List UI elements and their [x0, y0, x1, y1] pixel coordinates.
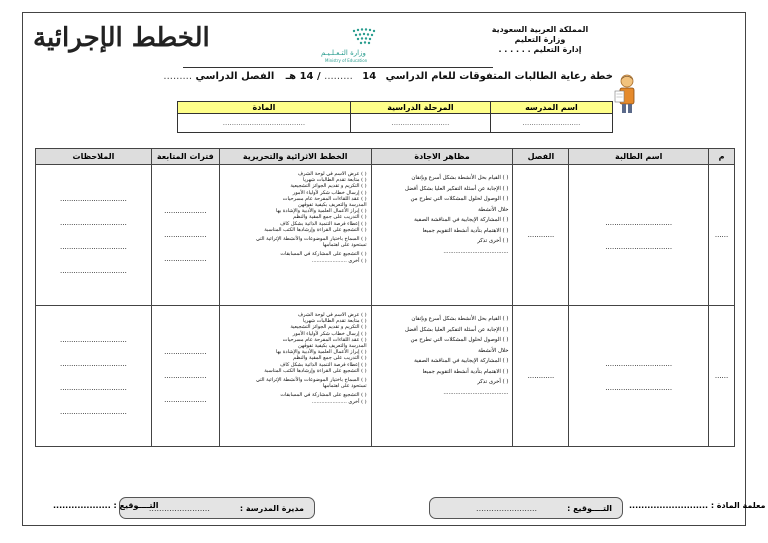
- year-to: / 14 هـ: [285, 71, 321, 82]
- list-item[interactable]: ( ) التشجيع على المشاركة في المسابقات: [280, 392, 367, 399]
- student-name-cell[interactable]: [569, 306, 709, 447]
- plans-list: [220, 306, 371, 411]
- list-item[interactable]: ( ) التدريب على جمع المقية والنظم: [293, 214, 367, 221]
- list-item[interactable]: ( ) إعطاء فرصة التنمية الذاتية بشكل كاف: [280, 220, 367, 227]
- excellence-list: [372, 306, 513, 404]
- ministry-name: وزارة التعليم: [514, 35, 566, 44]
- list-item: خلال الأنشطة: [478, 347, 509, 354]
- name-dots: ..............................: [605, 219, 673, 227]
- table-row: [36, 306, 735, 447]
- list-item[interactable]: ( ) التشجيع على القراءة وإرشادها الكتب المناسبة: [264, 226, 367, 233]
- plans-cell: [219, 165, 371, 306]
- period-dots: ...................: [164, 348, 207, 356]
- student-name-cell[interactable]: [569, 165, 709, 306]
- notes-dots: ..............................: [60, 267, 127, 275]
- header-divider: [183, 67, 493, 68]
- notes-dots: ..............................: [60, 195, 127, 203]
- principal-sign-label: التــــوقيع :: [113, 501, 159, 510]
- list-item[interactable]: ( ) إعطاء فرصة التنمية الذاتية بشكل كاف: [280, 361, 367, 368]
- period-dots: ...................: [164, 396, 207, 404]
- number-dots: ......: [714, 231, 729, 239]
- list-item[interactable]: ( ) الإجابة عن أسئلة التفكير العليا بشكل أفضل: [404, 326, 509, 333]
- class-cell[interactable]: [513, 306, 569, 447]
- year-from: 14: [362, 71, 377, 82]
- period-dots: ...................: [164, 207, 207, 215]
- excellence-cell: [371, 306, 513, 447]
- admin-dots: . . . . . .: [498, 45, 531, 54]
- list-item: المدرسة والتعريف بكيفية تفوقهن: [298, 202, 367, 209]
- list-item[interactable]: ( ) الوصول لحلول المشكلات التي تطرح من: [410, 196, 509, 202]
- list-item[interactable]: ( ) إرسال خطاب شكر لأولياء الأمور: [292, 189, 367, 196]
- list-item[interactable]: ( ) المشاركة الإيجابية في المناقشة الصفية: [414, 217, 509, 223]
- teacher-label: معلمة المادة :: [710, 501, 766, 510]
- list-item[interactable]: ( ) الوصول لحلول المشكلات التي تطرح من: [410, 337, 509, 343]
- notes-dots: ..............................: [60, 336, 127, 344]
- school-name-header: اسم المدرسه: [490, 102, 612, 114]
- period-dots: ...................: [164, 231, 207, 239]
- ministry-logo-arabic: وزارة التـعـلـيـم: [321, 49, 366, 57]
- list-item[interactable]: ( ) القيام بحل الأنشطة بشكل أسرع وبإتقان: [411, 175, 509, 181]
- list-item[interactable]: ( ) عرض الاسم في لوحة الشرف: [297, 171, 367, 177]
- kingdom-name: المملكة العربية السعودية: [491, 25, 589, 34]
- admin-label: إدارة التعليم: [533, 45, 582, 54]
- plan-title-text: خطة رعاية الطالبات المتفوقات للعام الدراسي: [385, 71, 613, 82]
- number-dots: ......: [714, 372, 729, 380]
- list-item[interactable]: ( ) عرض الاسم في لوحة الشرف: [297, 312, 367, 318]
- list-item[interactable]: ( ) الاهتمام بتأدية أنشطة التقويم جميعا: [422, 227, 509, 234]
- notes-dots: ..............................: [60, 243, 127, 251]
- kingdom-header: [485, 25, 595, 55]
- principal-dots: ........................: [148, 503, 210, 513]
- list-item[interactable]: ( ) الإجابة عن أسئلة التفكير العليا بشكل أفضل: [404, 185, 509, 192]
- col-enrichment-plans: الخطط الاثرائية والتحريرية: [219, 149, 371, 165]
- col-followup-periods: فترات المتابعة: [151, 149, 219, 165]
- list-item[interactable]: ( ) إبراز الأعمال العلمية والأدبية والإشادة بها: [276, 349, 367, 356]
- list-item[interactable]: ( ) السماح باختيار الموضوعات والأنشطة الإثرائية التي: [255, 236, 367, 243]
- list-item[interactable]: ( ) القيام بحل الأنشطة بشكل أسرع وبإتقان: [411, 316, 509, 322]
- teacher-icon: [613, 73, 641, 115]
- list-item: تستحوذ على اهتمامها: [322, 242, 367, 249]
- plans-cell: [219, 306, 371, 447]
- col-class: الفصل: [513, 149, 569, 165]
- principal-sign-line[interactable]: [53, 501, 158, 510]
- list-item[interactable]: ......................................: [443, 248, 509, 255]
- list-item[interactable]: ( ) التكريم و تقديم الجوائز التشجيعية: [290, 183, 367, 190]
- year-dots: .........: [324, 71, 353, 82]
- number-cell[interactable]: [709, 165, 735, 306]
- class-dots: ............: [527, 372, 555, 380]
- notes-dots: ..............................: [60, 219, 127, 227]
- teacher-line[interactable]: [629, 501, 765, 510]
- table-row: [36, 165, 735, 306]
- followup-cell[interactable]: [151, 306, 219, 447]
- class-cell[interactable]: [513, 165, 569, 306]
- school-info-table: [177, 101, 613, 133]
- list-item[interactable]: ( ) السماح باختيار الموضوعات والأنشطة الإثرائية التي: [255, 377, 367, 384]
- principal-sign-dots: ...................: [53, 501, 111, 510]
- name-dots: ..............................: [605, 384, 673, 392]
- notes-cell[interactable]: [36, 306, 152, 447]
- notes-dots: ..............................: [60, 360, 127, 368]
- students-table: [35, 148, 735, 447]
- list-item: خلال الأنشطة: [478, 206, 509, 213]
- name-dots: ..............................: [605, 243, 673, 251]
- col-student-name: اسم الطالبة: [569, 149, 709, 165]
- plan-title: [163, 71, 613, 82]
- list-item[interactable]: ( ) أخرى تذكر: [477, 379, 509, 385]
- stage-header: المرحلة الدراسية: [350, 102, 490, 114]
- subject-header: المادة: [178, 102, 351, 114]
- list-item[interactable]: ( ) عقد اللقاءات المفرحة عام مسرحيات: [282, 195, 367, 202]
- notes-cell[interactable]: [36, 165, 152, 306]
- list-item[interactable]: ( ) عقد اللقاءات المفرحة عام مسرحيات: [282, 336, 367, 343]
- list-item[interactable]: ( ) أخرى تذكر: [477, 238, 509, 244]
- class-dots: ............: [527, 231, 555, 239]
- list-item[interactable]: ( ) متابعة تقدم الطالبات شهريا: [302, 318, 367, 325]
- list-item[interactable]: ( ) أخرى ......................: [311, 398, 367, 405]
- excellence-cell: [371, 165, 513, 306]
- teacher-sign-label: التــــوقيع :: [567, 503, 612, 513]
- stage-field[interactable]: ..........................: [350, 114, 490, 133]
- semester-label: الفصل الدراسي: [195, 71, 275, 82]
- list-item[interactable]: ( ) التكريم و تقديم الجوائز التشجيعية: [290, 324, 367, 331]
- list-item: تستحوذ على اهتمامها: [322, 383, 367, 390]
- ministry-logo-english: Ministry of Education: [325, 58, 368, 63]
- ministry-logo: [321, 27, 407, 63]
- teacher-sign-dots: ........................: [476, 503, 538, 513]
- plans-list: [220, 165, 371, 270]
- list-item[interactable]: ( ) الاهتمام بتأدية أنشطة التقويم جميعا: [422, 368, 509, 375]
- notes-dots: ..............................: [60, 408, 127, 416]
- period-dots: ...................: [164, 255, 207, 263]
- teacher-sign-box[interactable]: [429, 497, 623, 519]
- list-item[interactable]: ( ) إبراز الأعمال العلمية والأدبية والإشادة بها: [276, 208, 367, 215]
- list-item[interactable]: ( ) التشجيع على القراءة وإرشادها الكتب المناسبة: [264, 367, 367, 374]
- list-item[interactable]: ( ) التدريب على جمع المقية والنظم: [293, 355, 367, 362]
- admin-line: [485, 45, 595, 55]
- list-item[interactable]: ( ) المشاركة الإيجابية في المناقشة الصفية: [414, 358, 509, 364]
- col-number: م: [709, 149, 735, 165]
- list-item[interactable]: ( ) التشجيع على المشاركة في المسابقات: [280, 251, 367, 258]
- principal-label: مديرة المدرسة :: [239, 503, 304, 513]
- form-page: [22, 12, 766, 526]
- period-dots: ...................: [164, 372, 207, 380]
- table-header-row: [36, 149, 735, 165]
- followup-cell[interactable]: [151, 165, 219, 306]
- list-item[interactable]: ......................................: [443, 389, 509, 396]
- name-dots: ..............................: [605, 360, 673, 368]
- teacher-dots: ..........................: [629, 501, 709, 510]
- list-item: المدرسة والتعريف بكيفية تفوقهن: [298, 343, 367, 350]
- list-item[interactable]: ( ) متابعة تقدم الطالبات شهريا: [302, 177, 367, 184]
- number-cell[interactable]: [709, 306, 735, 447]
- list-item[interactable]: ( ) إرسال خطاب شكر لأولياء الأمور: [292, 330, 367, 337]
- ministry-logo-icon: [351, 27, 379, 47]
- notes-dots: ..............................: [60, 384, 127, 392]
- school-name-field[interactable]: ..........................: [490, 114, 612, 133]
- calligraphy-title: الخطط الإجرائية: [33, 23, 210, 53]
- subject-field[interactable]: .....................................: [178, 114, 351, 133]
- semester-dots: .........: [163, 71, 193, 82]
- col-notes: الملاحظات: [36, 149, 152, 165]
- list-item[interactable]: ( ) أخرى ......................: [311, 257, 367, 264]
- excellence-list: [372, 165, 513, 263]
- col-excellence: مظاهر الاجادة: [371, 149, 513, 165]
